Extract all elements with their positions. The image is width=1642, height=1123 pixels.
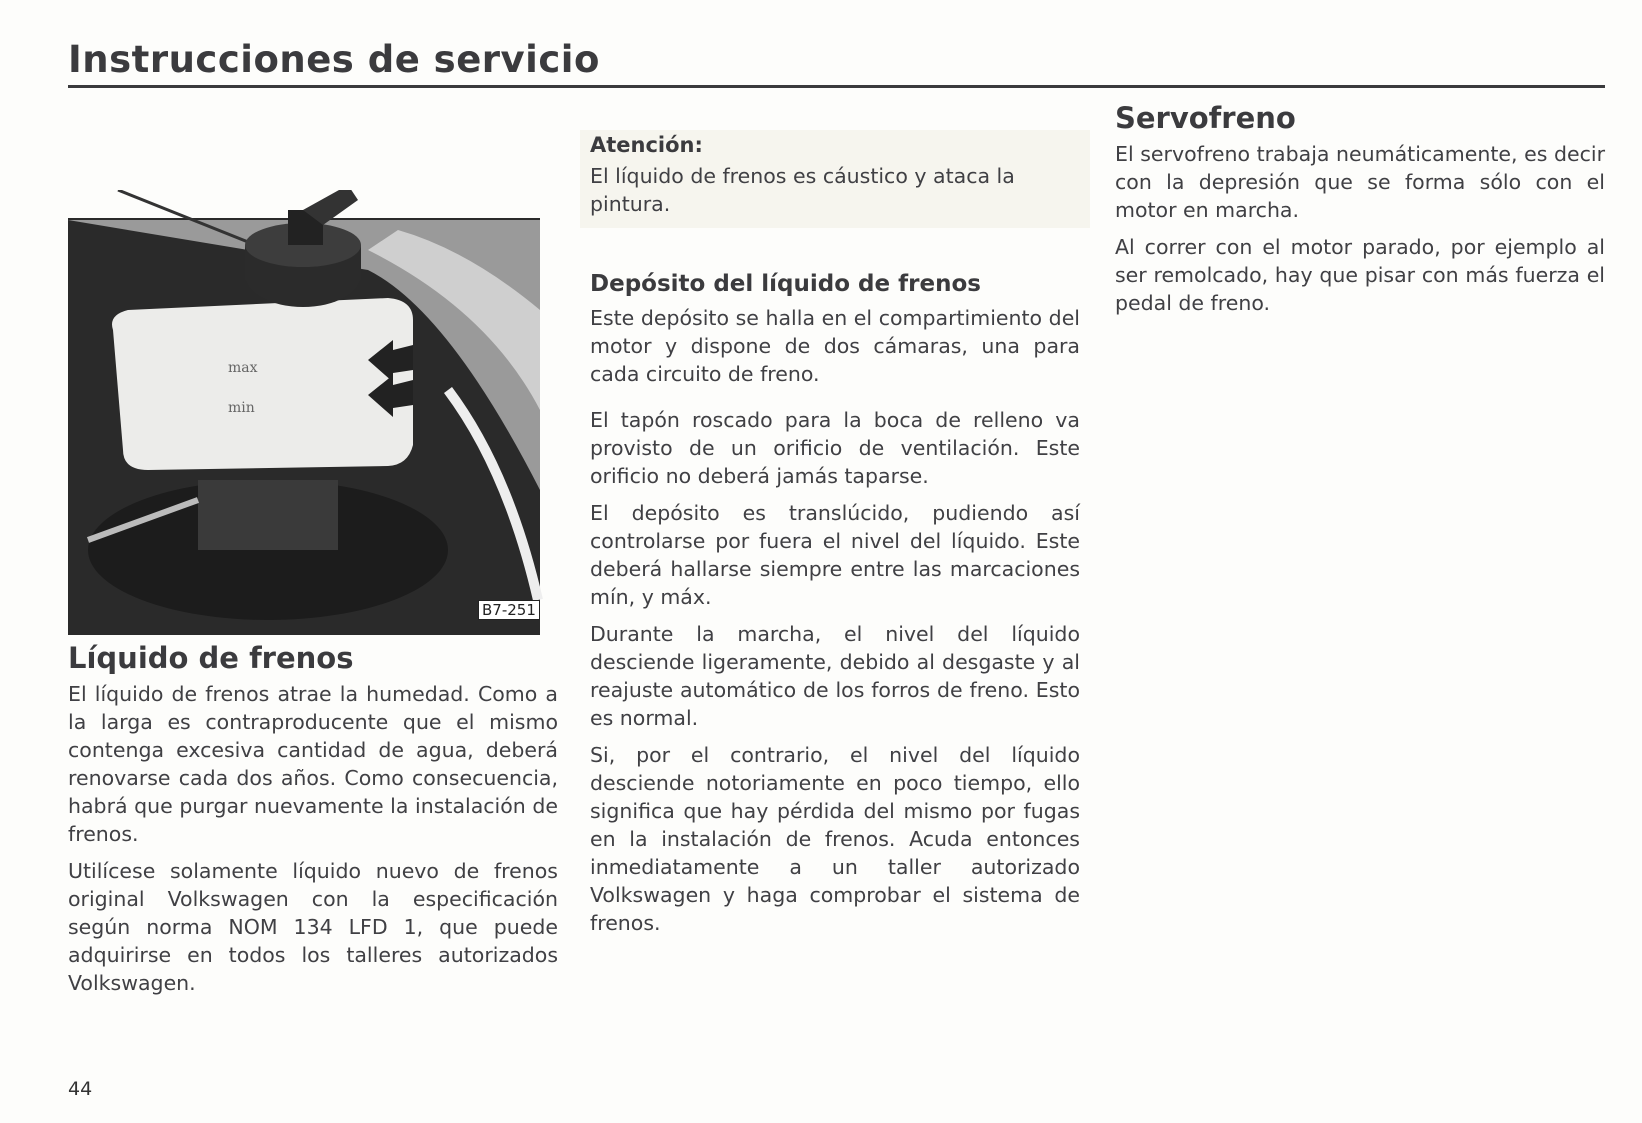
heading-reservoir: Depósito del líquido de frenos [590, 271, 981, 297]
header-rule [68, 85, 1605, 88]
paragraph: El tapón roscado para la boca de relleno va provisto de un orificio de ventilación. Este orificio no deberá jamás taparse. [590, 408, 1080, 488]
page-number: 44 [68, 1078, 93, 1100]
column-middle [590, 130, 1080, 946]
paragraph: Este depósito se halla en el compartimiento del motor y dispone de dos cámaras, una para cada circuito de freno. [590, 306, 1080, 386]
column-left [68, 640, 558, 1006]
note-text: El líquido de frenos es cáustico y ataca la pintura. [590, 164, 1015, 216]
paragraph: Utilícese solamente líquido nuevo de frenos original Volkswagen con la especificación según norma NOM 134 LFD 1, que puede adquirirse en todos los talleres autorizados Volkswagen. [68, 859, 558, 995]
page-title: Instrucciones de servicio [68, 38, 600, 81]
note-title: Atención: [590, 133, 703, 157]
paragraph: Durante la marcha, el nivel del líquido desciende ligeramente, debido al desgaste y al reajuste automático de los forros de freno. Esto es normal. [590, 622, 1080, 730]
paragraph: Si, por el contrario, el nivel del líquido desciende notoriamente en poco tiempo, ello significa que hay pérdida del mismo por fugas en la instalación de frenos. Acuda entonces inmediatamente a un taller autorizado Volkswagen y haga comprobar el sistema de frenos. [590, 743, 1080, 935]
column-right [1115, 100, 1605, 326]
figure-label: B7-251 [478, 600, 540, 620]
heading-brake-fluid: Líquido de frenos [68, 641, 354, 675]
heading-servo-brake: Servofreno [1115, 101, 1296, 135]
max-marking: max [228, 360, 258, 376]
warning-note [580, 130, 1090, 228]
brake-fluid-reservoir-photo [68, 190, 558, 635]
paragraph: El depósito es translúcido, pudiendo así controlarse por fuera el nivel del líquido. Este deberá hallarse siempre entre las marcaciones mín, y máx. [590, 501, 1080, 609]
paragraph: El servofreno trabaja neumáticamente, es decir con la depresión que se forma sólo con el motor en marcha. [1115, 142, 1605, 222]
min-marking: min [228, 400, 255, 416]
paragraph: Al correr con el motor parado, por ejemplo al ser remolcado, hay que pisar con más fuerza el pedal de freno. [1115, 235, 1605, 315]
paragraph: El líquido de frenos atrae la humedad. Como a la larga es contraproducente que el mismo contenga excesiva cantidad de agua, deberá renovarse cada dos años. Como consecuencia, habrá que purgar nuevamente la instalación de frenos. [68, 682, 558, 846]
